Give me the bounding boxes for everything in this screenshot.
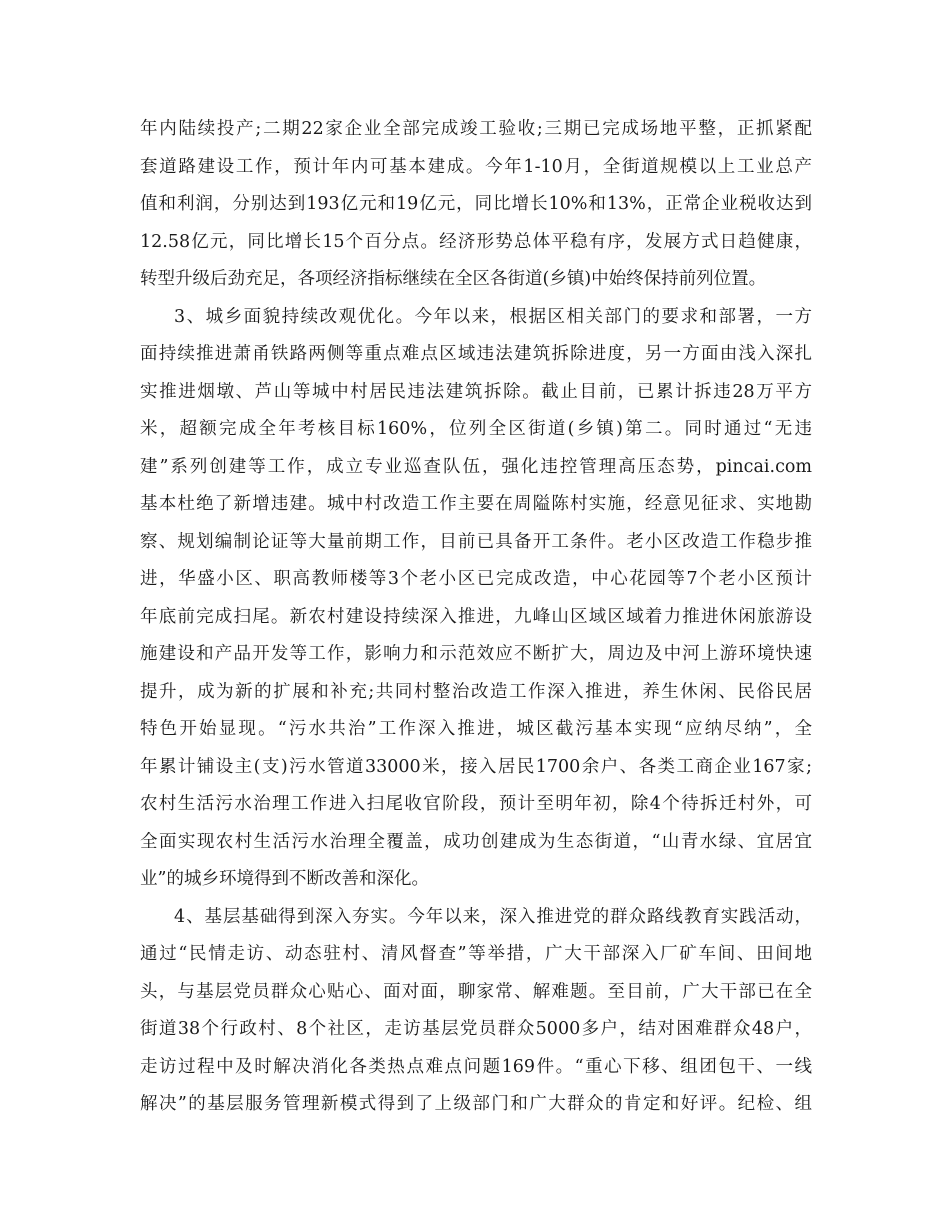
paragraph-heading-4: 4、基层基础得到深入夯实。今年以来，深入推进党的群众路线教育实践活动， xyxy=(174,906,812,927)
text-line: 头，与基层党员群众心贴心、面对面，聊家常、解难题。至目前，广大干部已在全 xyxy=(140,981,812,1002)
text-line: 特色开始显现。“污水共治”工作深入推进，城区截污基本实现“应纳尽纳”，全 xyxy=(140,719,812,739)
text-line: 全面实现农村生活污水治理全覆盖，成功创建成为生态街道，“山青水绿、宜居宜 xyxy=(140,831,812,852)
text-line: 年底前完成扫尾。新农村建设持续深入推进，九峰山区域区域着力推进休闲旅游设 xyxy=(140,606,812,627)
text-line: 年内陆续投产;二期22家企业全部完成竣工验收;三期已完成场地平整，正抓紧配 xyxy=(140,119,812,139)
text-line: 察、规划编制论证等大量前期工作，目前已具备开工条件。老小区改造工作稳步推 xyxy=(140,531,812,552)
text-line: 12.58亿元，同比增长15个百分点。经济形势总体平稳有序，发展方式日趋健康， xyxy=(140,231,812,252)
text-line: 业”的城乡环境得到不断改善和深化。 xyxy=(140,869,429,889)
text-line: 农村生活污水治理工作进入扫尾收官阶段，预计至明年初，除4个待拆迁村外，可 xyxy=(140,794,812,814)
text-line: 进，华盛小区、职高教师楼等3个老小区已完成改造，中心花园等7个老小区预计 xyxy=(140,569,812,589)
text-line: 转型升级后劲充足，各项经济指标继续在全区各街道(乡镇)中始终保持前列位置。 xyxy=(140,269,767,289)
text-line: 街道38个行政村、8个社区，走访基层党员群众5000多户，结对困难群众48户， xyxy=(140,1019,812,1039)
text-line: 基本杜绝了新增违建。城中村改造工作主要在周隘陈村实施，经意见征求、实地勘 xyxy=(140,494,812,514)
text-line: 通过“民情走访、动态驻村、清风督查”等举措，广大干部深入厂矿车间、田间地 xyxy=(140,944,812,964)
text-line: 提升，成为新的扩展和补充;共同村整治改造工作深入推进，养生休闲、民俗民居 xyxy=(140,681,812,702)
text-line: 面持续推进萧甬铁路两侧等重点难点区域违法建筑拆除进度，另一方面由浅入深扎 xyxy=(140,344,812,364)
text-line: 米，超额完成全年考核目标160%，位列全区街道(乡镇)第二。同时通过“无违 xyxy=(140,419,812,439)
text-line: 实推进烟墩、芦山等城中村居民违法建筑拆除。截止目前，已累计拆违28万平方 xyxy=(140,381,812,402)
text-line: 解决”的基层服务管理新模式得到了上级部门和广大群众的肯定和好评。纪检、组 xyxy=(140,1094,812,1114)
paragraph-heading-3: 3、城乡面貌持续改观优化。今年以来，根据区相关部门的要求和部署，一方 xyxy=(174,306,812,327)
text-line: 施建设和产品开发等工作，影响力和示范效应不断扩大，周边及中河上游环境快速 xyxy=(140,644,812,664)
text-line: 值和利润，分别达到193亿元和19亿元，同比增长10%和13%，正常企业税收达到 xyxy=(140,194,812,214)
text-line: 建”系列创建等工作，成立专业巡查队伍，强化违控管理高压态势，pincai.com xyxy=(140,456,812,477)
text-line: 走访过程中及时解决消化各类热点难点问题169件。“重心下移、组团包干、一线 xyxy=(140,1056,812,1077)
body-text xyxy=(140,111,812,1124)
text-line: 套道路建设工作，预计年内可基本建成。今年1-10月，全街道规模以上工业总产 xyxy=(140,156,812,177)
text-line: 年累计铺设主(支)污水管道33000米，接入居民1700余户、各类工商企业167家; xyxy=(140,756,812,777)
